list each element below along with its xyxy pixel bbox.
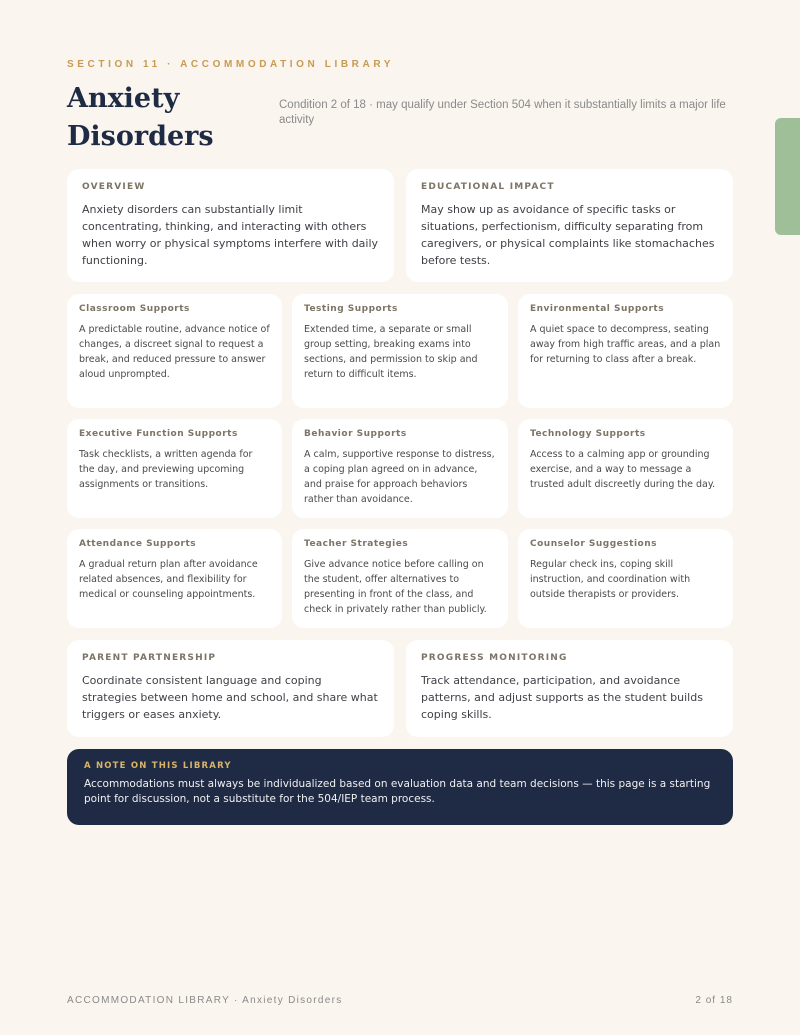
section-eyebrow: SECTION 11 · ACCOMMODATION LIBRARY	[67, 59, 395, 70]
note-text: Accommodations must always be individualized based on evaluation data and team decisions — this page is a starting point for discussion, not a substitute for the 504/IEP team process.	[84, 778, 711, 805]
parent-partnership-card	[67, 640, 394, 737]
support-card-technology	[518, 419, 733, 518]
support-label: Classroom Supports	[79, 304, 190, 314]
progress-monitoring-label: PROGRESS MONITORING	[421, 653, 568, 663]
support-label: Environmental Supports	[530, 304, 665, 314]
footer-running-title: ACCOMMODATION LIBRARY · Anxiety Disorders	[67, 995, 343, 1006]
overview-text: Anxiety disorders can substantially limit concentrating, thinking, and interacting with others when worry or physical symptoms interfere with daily functioning.	[82, 203, 379, 267]
support-label: Teacher Strategies	[304, 539, 409, 549]
support-text: A quiet space to decompress, seating away from high traffic areas, and a plan for returning to class after a break.	[530, 324, 721, 365]
support-card-counselor-suggestions	[518, 529, 733, 628]
progress-monitoring-card	[406, 640, 733, 737]
support-text: Give advance notice before calling on the student, offer alternatives to presenting in front of the class, and check in privately rather than publicly.	[304, 559, 487, 615]
support-label: Executive Function Supports	[79, 429, 238, 439]
support-card-teacher-strategies	[292, 529, 508, 628]
educational-impact-card	[406, 169, 733, 282]
parent-partnership-label: PARENT PARTNERSHIP	[82, 653, 217, 663]
support-card-testing	[292, 294, 508, 408]
parent-partnership-text: Coordinate consistent language and coping strategies between home and school, and share what triggers or eases anxiety.	[82, 674, 378, 721]
page-subtitle: Condition 2 of 18 · may qualify under Section 504 when it substantially limits a major life activity	[279, 99, 726, 126]
overview-card	[67, 169, 394, 282]
support-card-behavior	[292, 419, 508, 518]
overview-label: OVERVIEW	[82, 182, 146, 192]
support-text: A predictable routine, advance notice of changes, a discreet signal to request a break, and reduced pressure to answer aloud unprompted.	[79, 324, 270, 380]
support-text: A calm, supportive response to distress, a coping plan agreed on in advance, and praise for approach behaviors rather than avoidance.	[304, 449, 495, 505]
educational-impact-label: EDUCATIONAL IMPACT	[421, 182, 555, 192]
support-label: Testing Supports	[304, 304, 398, 314]
progress-monitoring-text: Track attendance, participation, and avoidance patterns, and adjust supports as the student builds coping skills.	[421, 674, 703, 721]
support-text: A gradual return plan after avoidance related absences, and flexibility for medical or counseling appointments.	[79, 559, 258, 600]
support-label: Attendance Supports	[79, 539, 197, 549]
library-note-callout	[67, 749, 733, 825]
page-title: Anxiety Disorders	[67, 83, 214, 152]
educational-impact-text: May show up as avoidance of specific tasks or situations, perfectionism, difficulty separating from caregivers, or physical complaints like stomachaches before tests.	[421, 203, 715, 267]
support-card-attendance	[67, 529, 282, 628]
support-text: Regular check ins, coping skill instruction, and coordination with outside therapists or providers.	[530, 559, 691, 600]
support-card-classroom	[67, 294, 282, 408]
support-card-environmental	[518, 294, 733, 408]
support-card-executive-function	[67, 419, 282, 518]
support-label: Behavior Supports	[304, 429, 407, 439]
support-text: Access to a calming app or grounding exercise, and a way to message a trusted adult discreetly during the day.	[530, 449, 716, 490]
support-label: Counselor Suggestions	[530, 539, 657, 549]
support-text: Task checklists, a written agenda for the day, and previewing upcoming assignments or transitions.	[79, 449, 253, 490]
section-side-tab[interactable]	[775, 118, 800, 235]
note-label: A NOTE ON THIS LIBRARY	[84, 761, 232, 771]
support-label: Technology Supports	[530, 429, 646, 439]
footer-page-number: 2 of 18	[695, 995, 733, 1006]
support-text: Extended time, a separate or small group setting, breaking exams into sections, and permission to skip and return to difficult items.	[304, 324, 478, 380]
